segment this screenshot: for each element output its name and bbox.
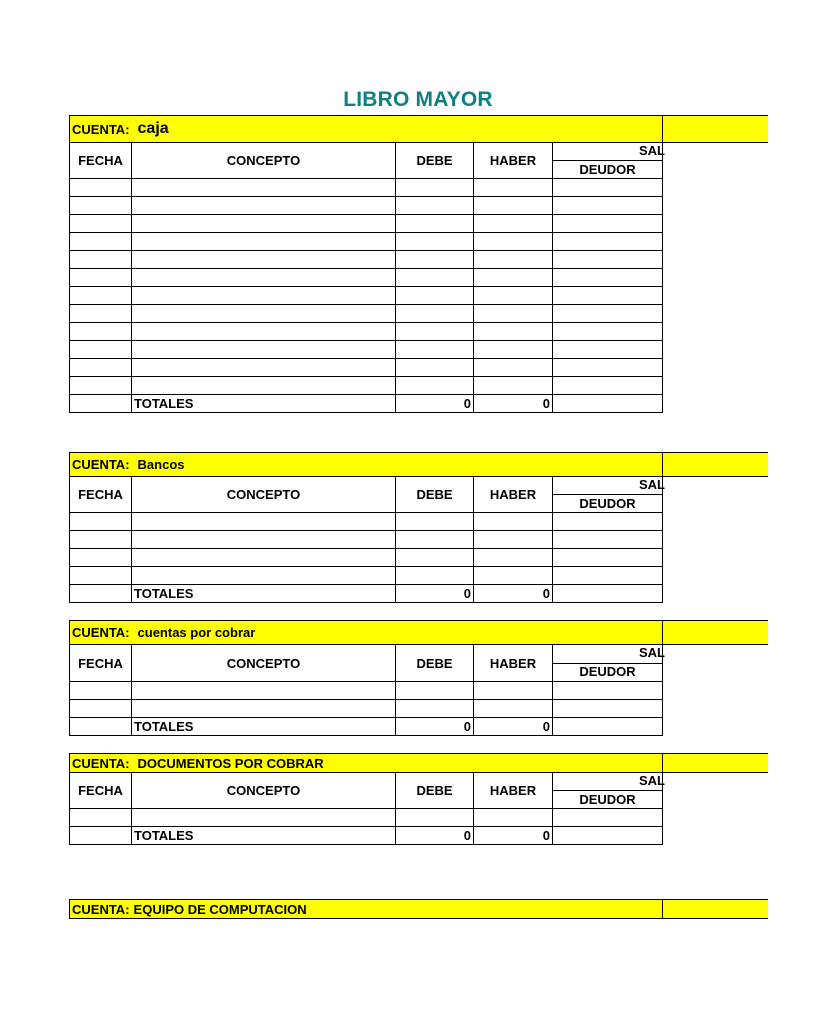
table-row[interactable] [70,197,663,215]
table-row[interactable] [70,287,663,305]
table-row[interactable] [70,359,663,377]
table-row[interactable] [70,513,663,531]
account-header-bancos [69,452,768,477]
totals-row [70,718,663,736]
account-header-caja [69,115,768,143]
col-header-saldo [553,477,663,513]
col-header-fecha: FECHA [70,143,132,179]
ledger-table-documentos-por-cobrar [69,772,663,845]
totals-row [70,585,663,603]
page-title: LIBRO MAYOR [343,88,493,111]
table-row[interactable] [70,251,663,269]
cuenta-label: CUENTA: [72,121,130,137]
cuenta-label: CUENTA: [72,625,130,640]
col-header-saldo [553,645,663,682]
table-row[interactable] [70,531,663,549]
cuenta-label: CUENTA: [72,755,130,771]
col-header-debe: DEBE [396,143,474,179]
ledger-table-bancos [69,476,663,603]
totals-label: TOTALES [132,395,396,413]
total-haber: 0 [474,718,553,736]
col-header-concepto: CONCEPTO [132,645,396,682]
totals-label: TOTALES [132,827,396,845]
col-header-saldo [553,773,663,809]
table-row[interactable] [70,809,663,827]
total-haber: 0 [474,585,553,603]
table-row[interactable] [70,305,663,323]
col-header-debe: DEBE [396,645,474,682]
deudor-label: DEUDOR [579,161,636,177]
table-row[interactable] [70,215,663,233]
table-row[interactable] [70,341,663,359]
col-header-concepto: CONCEPTO [132,477,396,513]
total-debe: 0 [396,395,474,413]
total-debe: 0 [396,827,474,845]
total-debe: 0 [396,585,474,603]
account-name: EQUIPO DE COMPUTACION [133,901,307,917]
table-row[interactable] [70,567,663,585]
col-header-haber: HABER [474,773,553,809]
total-debe: 0 [396,718,474,736]
saldo-label: SAL [639,644,665,660]
account-name: caja [137,120,169,137]
col-header-haber: HABER [474,477,553,513]
deudor-label: DEUDOR [579,664,636,680]
col-header-fecha: FECHA [70,477,132,513]
account-header-equipo-de-computacion [69,899,768,919]
account-header-cuentas-por-cobrar [69,620,768,645]
col-header-saldo [553,143,663,179]
col-header-debe: DEBE [396,477,474,513]
table-row[interactable] [70,233,663,251]
col-header-fecha: FECHA [70,773,132,809]
table-row[interactable] [70,377,663,395]
col-header-haber: HABER [474,143,553,179]
deudor-label: DEUDOR [579,495,636,511]
saldo-label: SAL [639,772,665,788]
col-header-concepto: CONCEPTO [132,143,396,179]
account-header-documentos-por-cobrar [69,753,768,773]
account-name: DOCUMENTOS POR COBRAR [137,755,324,771]
table-row[interactable] [70,269,663,287]
cuenta-label: CUENTA: [72,457,130,472]
col-header-concepto: CONCEPTO [132,773,396,809]
account-name: Bancos [137,457,185,472]
totals-row [70,395,663,413]
total-haber: 0 [474,827,553,845]
deudor-label: DEUDOR [579,791,636,807]
cuenta-label: CUENTA: [72,901,130,917]
table-row[interactable] [70,179,663,197]
table-row[interactable] [70,323,663,341]
totals-label: TOTALES [132,718,396,736]
table-row[interactable] [70,682,663,700]
saldo-label: SAL [639,476,665,492]
totals-row [70,827,663,845]
totals-label: TOTALES [132,585,396,603]
ledger-table-caja [69,142,663,413]
ledger-table-cuentas-por-cobrar [69,644,663,736]
col-header-haber: HABER [474,645,553,682]
saldo-label: SAL [639,142,665,158]
account-name: cuentas por cobrar [137,625,256,640]
table-row[interactable] [70,700,663,718]
total-haber: 0 [474,395,553,413]
table-row[interactable] [70,549,663,567]
col-header-fecha: FECHA [70,645,132,682]
col-header-debe: DEBE [396,773,474,809]
